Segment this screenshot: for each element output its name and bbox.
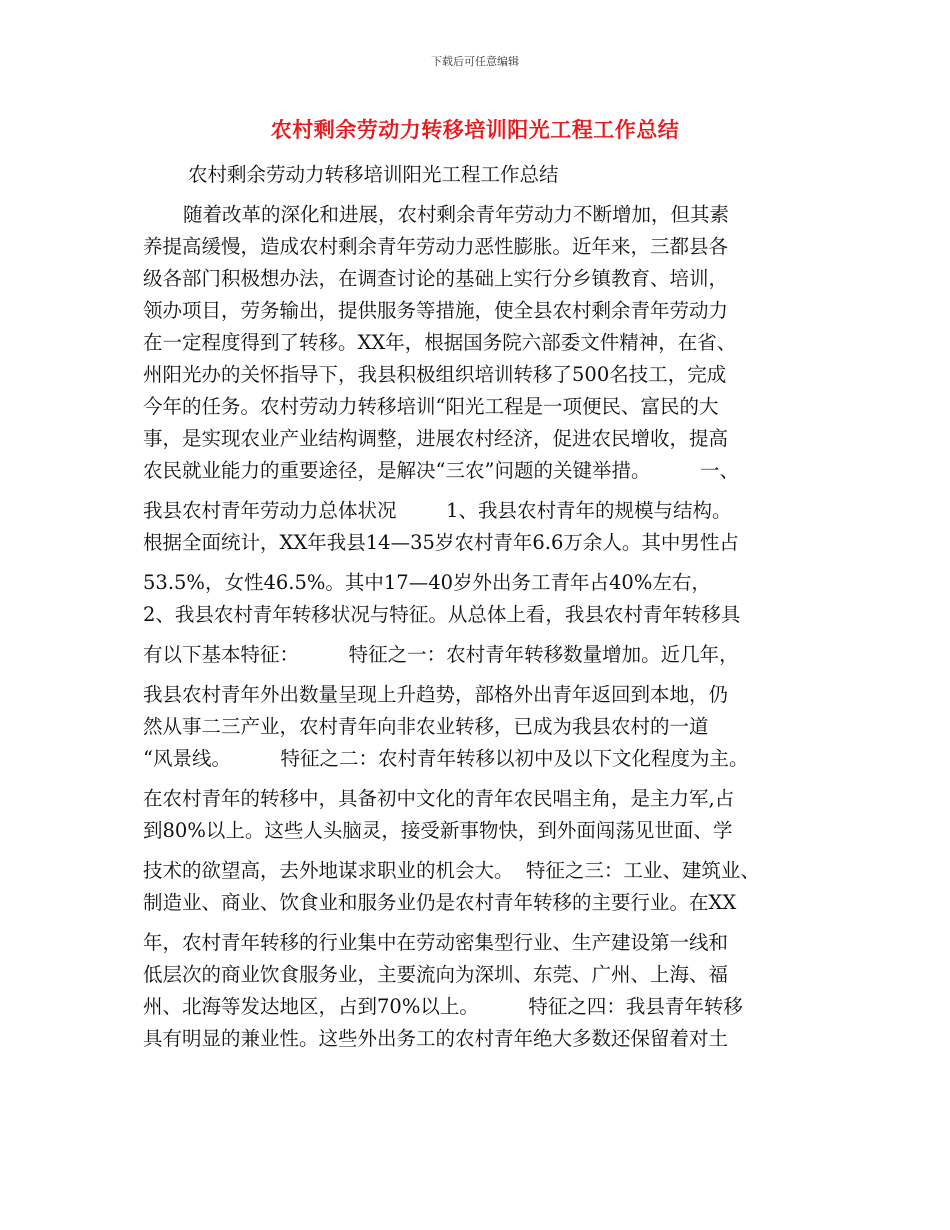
body-line: 年，农村青年转移的行业集中在劳动密集型行业、生产建设第一线和	[143, 931, 729, 954]
body-line: 具有明显的兼业性。这些外出务工的农村青年绝大多数还保留着对土	[143, 1027, 729, 1050]
body-line: “风景线。 特征之二：农村青年转移以初中及以下文化程度为主。	[143, 747, 749, 770]
header-note: 下载后可任意编辑	[431, 55, 519, 68]
body-line: 然从事二三产业，农村青年向非农业转移，已成为我县农村的一道	[143, 715, 709, 738]
body-line: 53.5%，女性46.5%。其中17—40岁外出务工青年占40%左右，	[143, 571, 711, 594]
body-line: 级各部门积极想办法，在调查讨论的基础上实行分乡镇教育、培训，	[143, 267, 729, 290]
body-line: 有以下基本特征： 特征之一：农村青年转移数量增加。近几年，	[143, 643, 739, 666]
body-line: 低层次的商业饮食服务业，主要流向为深圳、东莞、广州、上海、福	[143, 963, 729, 986]
body-line: 随着改革的深化和进展，农村剩余青年劳动力不断增加，但其素	[183, 203, 730, 226]
body-line: 我县农村青年外出数量呈现上升趋势，部格外出青年返回到本地，仍	[143, 683, 729, 706]
body-line: 州阳光办的关怀指导下，我县积极组织培训转移了500名技工，完成	[143, 363, 727, 386]
body-line: 我县农村青年劳动力总体状况 1、我县农村青年的规模与结构。	[143, 499, 732, 522]
body-line: 事，是实现农业产业结构调整，进展农村经济，促进农民增收，提高	[143, 427, 729, 450]
body-line: 2、我县农村青年转移状况与特征。从总体上看，我县农村青年转移具	[143, 603, 741, 626]
body-line: 今年的任务。农村劳动力转移培训“阳光工程是一项便民、富民的大	[143, 395, 719, 418]
body-line: 养提高缓慢，造成农村剩余青年劳动力恶性膨胀。近年来，三都县各	[143, 235, 729, 258]
document-title: 农村剩余劳动力转移培训阳光工程工作总结	[270, 118, 680, 142]
body-line: 技术的欲望高，去外地谋求职业的机会大。 特征之三：工业、建筑业、	[143, 859, 760, 882]
body-line: 在农村青年的转移中，具备初中文化的青年农民唱主角，是主力军,占	[143, 787, 735, 810]
body-line: 根据全面统计，XX年我县14—35岁农村青年6.6万余人。其中男性占	[143, 531, 739, 554]
body-subtitle-line: 农村剩余劳动力转移培训阳光工程工作总结	[188, 163, 559, 186]
body-line: 州、北海等发达地区，占到70%以上。 特征之四：我县青年转移	[143, 995, 743, 1018]
body-line: 农民就业能力的重要途径，是解决“三农”问题的关键举措。 一、	[143, 459, 740, 482]
body-line: 在一定程度得到了转移。XX年，根据国务院六部委文件精神，在省、	[143, 331, 737, 354]
body-line: 到80%以上。这些人头脑灵，接受新事物快，到外面闯荡见世面、学	[143, 819, 733, 842]
body-line: 制造业、商业、饮食业和服务业仍是农村青年转移的主要行业。在XX	[143, 891, 737, 914]
body-line: 领办项目，劳务输出，提供服务等措施，使全县农村剩余青年劳动力	[143, 299, 729, 322]
